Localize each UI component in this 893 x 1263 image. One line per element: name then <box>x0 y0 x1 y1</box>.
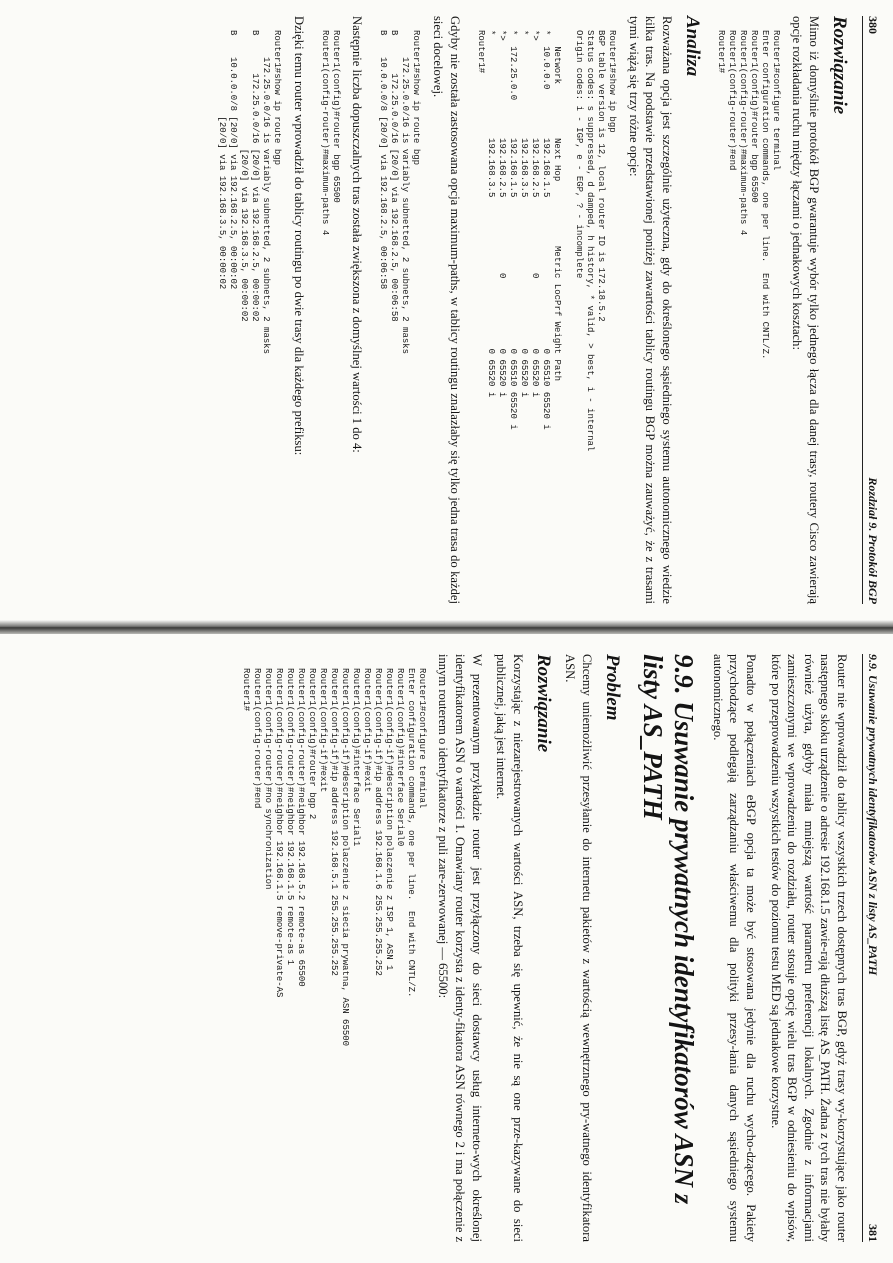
paragraph: Router nie wprowadził do tablicy wszystkich trzech dostępnych tras BGP, gdyż trasy wy-korzystujące jako router następnego skoku urządzenie o adresie 192.168.1.5 zawie-rają dłuższą listę AS_PATH. Żadna z tych tras nie byłaby również użyta, gdyby miała mniejszą wartość parametru preferencji lokalnych. Zgodnie z informacjami zamieszczonymi we wprowadzeniu do rozdziału, router stosuje opcję wielu tras BGP w odniesieniu do wpisów, które po przeprowadzeniu wszystkich testów do poziomu testu MED są jednakowe korzystne. <box>768 654 849 1242</box>
paragraph: Gdyby nie została zastosowana opcja maximum-paths, w tablicy routingu znalazłaby się tylko jedna trasa do każdej sieci docelowej. <box>430 16 462 604</box>
paragraph: Mimo iż domyślnie protokół BGP gwarantuje wybór tylko jednego łącza dla danej trasy, routery Cisco zawierają opcje rozkładania ruchu między łączami o jednakowych kosztach: <box>790 16 821 604</box>
right-page <box>0 648 880 1248</box>
running-title: Rozdział 9. Protokół BGP <box>866 477 880 604</box>
paragraph: Korzystając z niezarejestrowanych wartości ASN, trzeba się upewnić, że nie są one prze-kazywane do sieci publicznej, jaką jest internet. <box>494 654 525 1242</box>
section-heading-problem: Problem <box>602 654 624 721</box>
code-listing: Router1#configure terminal Enter configuration commands, one per line. End with CNTL/Z. Router1(config)#interface Serial0 Router1(config-if)#description polaczenie z ISP 1, ASN 1 Router1(config-if)#ip address 192.168.1.6 255.255.255.252 Router1(config-if)#exit Router1(config)#interface Serial1 Router1(config-if)#description polaczenie z siecia prywatna, ASN 65500 Router1(config-if)#ip address 192.168.5.1 255.255.255.252 Router1(config-if)#exit Router1(config)#router bgp 2 Router1(config-router)#neighbor 192.168.5.2 remote-as 65500 Router1(config-router)#neighbor 192.168.1.5 remote-as 1 Router1(config-router)#neighbor 192.168.1.5 remove-private-AS Router1(config-router)#no synchronization Router1(config-router)#end Router1# <box>241 668 427 1047</box>
paragraph: Rozważana opcja jest szczególnie użyteczna, gdy do określonego sąsiedniego systemu autonomicznego wiedzie kilka tras. Na podstawie przedstawionej poniżej zawartości tablicy routingu BGP można zauważyć, że z trasami tymi wiążą się trzy różne opcje: <box>626 16 674 604</box>
paragraph: Następnie liczba dopuszczalnych tras została zwiększona z domyślnej wartości 1 do 4: <box>350 16 365 453</box>
code-listing: Router1#show ip route bgp 172.25.0.0/16 is variably subnetted, 2 subnets, 2 masks B 172.25.0.0/16 [20/0] via 192.168.2.5, 00:00:02 [20/0] via 192.168.3.5, 00:00:02 B 10.0.0.0/8 [20/0] via 192.168.2.5, 00:00:02 [20/0] via 192.168.3.5, 00:00:02 <box>217 30 283 355</box>
running-head <box>862 654 880 1242</box>
section-heading-analysis: Analiza <box>681 16 703 77</box>
paragraph: Ponadto w połączeniach eBGP opcja ta może być stosowana jedynie dla ruchu wycho-dzącego. Pakiety przychodzące podlegają zarządzaniu właściwemu dla polityki przesy-łania danych sąsiedniego systemu autonomicznego. <box>710 654 758 1242</box>
chapter-title: 9.9. Usuwanie prywatnych identyfikatorów ASN z listy AS_PATH <box>638 654 700 1205</box>
running-head <box>862 16 880 604</box>
paragraph: W prezentowanym przykładzie router jest przyłączony do sieci dostawcy usług interneto-wych określonej identyfikatorem ASN o wartości 1. Omawiany router korzysta z identy-fikatora ASN równego 2 i ma połączenie z innym routerem o identyfikatorze z puli zare-zerwowanej — 65500: <box>436 654 484 1242</box>
page-number: 380 <box>866 16 880 34</box>
left-page <box>0 10 880 610</box>
section-heading-solution: Rozwiązanie <box>829 16 850 115</box>
paragraph: Chcemy uniemożliwić przesyłanie do internetu pakietów z wartością wewnętrznego pry-watnego identyfikatora ASN. <box>563 654 595 1242</box>
paragraph: Dzięki temu router wprowadził do tablicy routingu po dwie trasy dla każdego prefiksu: <box>291 16 306 456</box>
code-listing: Router1#show ip route bgp 172.25.0.0/16 is variably subnetted, 2 subnets, 2 masks B 172.25.0.0/16 [20/0] via 192.168.2.5, 00:06:58 B 10.0.0.0/8 [20/0] via 192.168.2.5, 00:06:58 <box>378 30 422 355</box>
section-heading-solution: Rozwiązanie <box>532 654 554 753</box>
book-gutter <box>0 620 893 634</box>
code-listing: Router1(config)#router bgp 65500 Router1(config-router)#maximum-paths 4 <box>319 30 341 236</box>
page-number: 381 <box>866 1224 880 1242</box>
code-listing: Router1#show ip bgp BGP table version is 12, local router ID is 172.18.5.2 Status codes: s suppressed, d damped, h history, * valid, > best, i - internal Origin codes: i - IGP, e - EGP, ? - incomplete Network Next Hop Metric LocPrf Weight Path * 10.0.0.0 192.168.1.5 0 65510 65520 i *> 192.168.2.5 0 0 65520 i * 192.168.3.5 0 65520 i * 172.25.0.0 192.168.1.5 0 65510 65520 i *> 192.168.2.5 0 0 65520 i * 192.168.3.5 0 65520 i Router1# <box>475 30 618 452</box>
running-title: 9.9. Usuwanie prywatnych identyfikatorów ASN z listy AS_PATH <box>866 654 880 976</box>
code-listing: Router1#configure terminal Enter configuration commands, one per line. End with CNTL/Z. Router1(config)#router bgp 65500 Router1(config-router)#maximum-paths 4 Router1(config-router)#end Router1# <box>715 30 781 360</box>
